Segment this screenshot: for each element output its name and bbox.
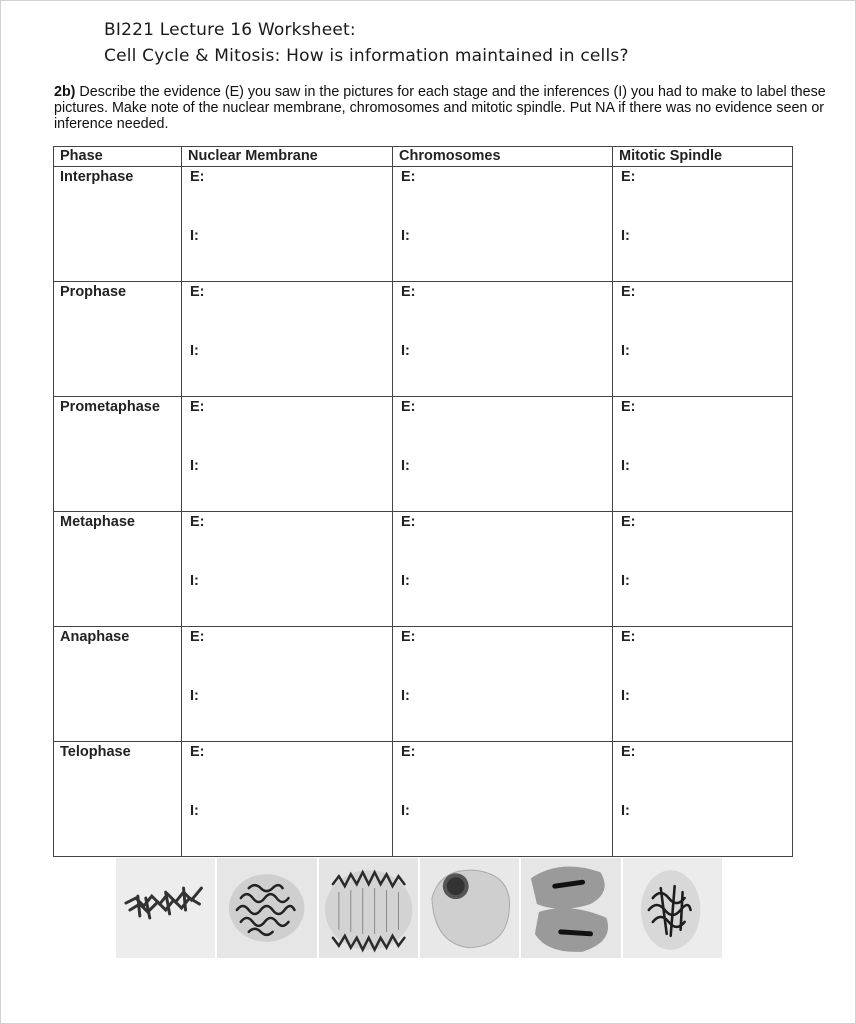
nuclear-membrane-answer-cell[interactable] — [182, 512, 393, 627]
inference-label: I: — [190, 803, 199, 819]
nuclear-membrane-answer-cell[interactable] — [182, 742, 393, 857]
chromosomes-metaphase-plate-icon — [116, 858, 215, 958]
inference-label: I: — [621, 803, 630, 819]
condensed-chromatin-nucleus-icon — [217, 858, 316, 958]
nuclear-membrane-answer-cell[interactable] — [182, 282, 393, 397]
phase-label: Prophase — [60, 284, 127, 300]
chromosomes-answer-cell[interactable] — [393, 742, 613, 857]
inference-label: I: — [190, 688, 199, 704]
phase-label: Anaphase — [60, 629, 130, 645]
anaphase-separating-chromosomes-icon — [319, 858, 418, 958]
header-chromosomes: Chromosomes — [393, 147, 613, 167]
inference-label: I: — [190, 573, 199, 589]
inference-label: I: — [401, 573, 410, 589]
header-nuclear-membrane: Nuclear Membrane — [182, 147, 393, 167]
inference-label: I: — [621, 343, 630, 359]
evidence-label: E: — [401, 629, 416, 645]
interphase-cell-nucleus-icon — [420, 858, 519, 958]
evidence-label: E: — [621, 744, 636, 760]
evidence-label: E: — [401, 284, 416, 300]
inference-label: I: — [401, 228, 410, 244]
chromosomes-answer-cell[interactable] — [393, 282, 613, 397]
inference-label: I: — [621, 228, 630, 244]
evidence-label: E: — [190, 284, 205, 300]
phase-label: Prometaphase — [60, 399, 160, 415]
prometaphase-chromosome-cluster-icon — [623, 858, 722, 958]
inference-label: I: — [190, 228, 199, 244]
cell-image-3 — [319, 858, 418, 958]
inference-label: I: — [401, 688, 410, 704]
telophase-two-daughter-cells-icon — [521, 858, 620, 958]
evidence-label: E: — [401, 514, 416, 530]
table-row — [54, 512, 793, 627]
worksheet-table — [53, 146, 793, 857]
chromosomes-answer-cell[interactable] — [393, 512, 613, 627]
phase-cell — [54, 742, 182, 857]
inference-label: I: — [621, 688, 630, 704]
mitotic-spindle-answer-cell[interactable] — [613, 742, 793, 857]
phase-cell — [54, 167, 182, 282]
table-row — [54, 397, 793, 512]
evidence-label: E: — [621, 284, 636, 300]
table-row — [54, 627, 793, 742]
worksheet-title: BI221 Lecture 16 Worksheet: — [104, 20, 356, 40]
cell-image-4 — [420, 858, 519, 958]
table-row — [54, 742, 793, 857]
nuclear-membrane-answer-cell[interactable] — [182, 397, 393, 512]
inference-label: I: — [401, 803, 410, 819]
inference-label: I: — [190, 458, 199, 474]
phase-cell — [54, 282, 182, 397]
table-row — [54, 167, 793, 282]
chromosomes-answer-cell[interactable] — [393, 627, 613, 742]
evidence-label: E: — [190, 629, 205, 645]
header-mitotic-spindle: Mitotic Spindle — [613, 147, 793, 167]
evidence-label: E: — [401, 169, 416, 185]
inference-label: I: — [621, 458, 630, 474]
inference-label: I: — [401, 458, 410, 474]
evidence-label: E: — [621, 514, 636, 530]
evidence-label: E: — [401, 744, 416, 760]
cell-image-2 — [217, 858, 316, 958]
evidence-label: E: — [190, 169, 205, 185]
chromosomes-answer-cell[interactable] — [393, 167, 613, 282]
table-header-row — [54, 147, 793, 167]
phase-label: Metaphase — [60, 514, 135, 530]
inference-label: I: — [190, 343, 199, 359]
evidence-label: E: — [190, 744, 205, 760]
evidence-label: E: — [401, 399, 416, 415]
mitotic-spindle-answer-cell[interactable] — [613, 282, 793, 397]
evidence-label: E: — [190, 514, 205, 530]
header-phase: Phase — [54, 147, 182, 167]
evidence-label: E: — [190, 399, 205, 415]
mitosis-image-strip — [116, 858, 722, 958]
nuclear-membrane-answer-cell[interactable] — [182, 627, 393, 742]
evidence-label: E: — [621, 399, 636, 415]
inference-label: I: — [401, 343, 410, 359]
phase-cell — [54, 397, 182, 512]
inference-label: I: — [621, 573, 630, 589]
mitotic-spindle-answer-cell[interactable] — [613, 167, 793, 282]
question-text: Describe the evidence (E) you saw in the pictures for each stage and the inferences (I) you had to make to label these pictures. Make note of the nuclear membrane, chromosomes and mitotic spindle. Put NA if there was no evidence seen or inference needed. — [54, 84, 826, 132]
phase-cell — [54, 627, 182, 742]
nuclear-membrane-answer-cell[interactable] — [182, 167, 393, 282]
phase-label: Interphase — [60, 169, 134, 185]
worksheet-subtitle: Cell Cycle & Mitosis: How is information maintained in cells? — [104, 46, 629, 66]
cell-image-6 — [623, 858, 722, 958]
evidence-label: E: — [621, 629, 636, 645]
mitotic-spindle-answer-cell[interactable] — [613, 627, 793, 742]
evidence-label: E: — [621, 169, 636, 185]
cell-image-1 — [116, 858, 215, 958]
mitotic-spindle-answer-cell[interactable] — [613, 512, 793, 627]
phase-cell — [54, 512, 182, 627]
phase-label: Telophase — [60, 744, 131, 760]
cell-image-5 — [521, 858, 620, 958]
table-row — [54, 282, 793, 397]
question-number: 2b) — [54, 84, 76, 100]
chromosomes-answer-cell[interactable] — [393, 397, 613, 512]
question-instructions — [54, 84, 834, 132]
mitotic-spindle-answer-cell[interactable] — [613, 397, 793, 512]
